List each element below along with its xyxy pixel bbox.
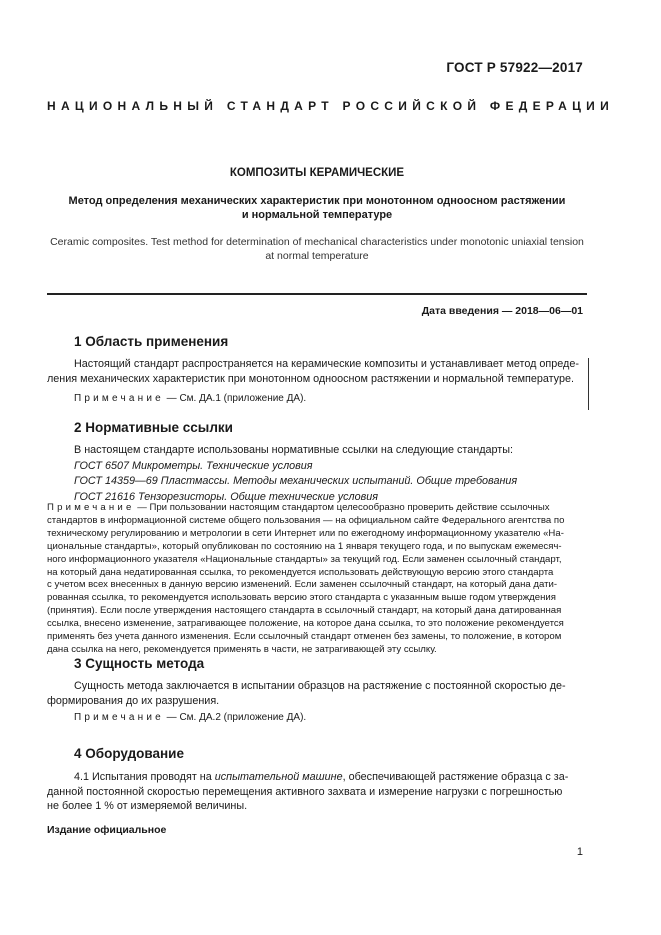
note-text: — См. ДА.1 (приложение ДА). (163, 393, 307, 404)
note-line: ного информационного указателя «Национальные стандарты» за текущий год. Если заменен ссылочный стандарт, (47, 553, 562, 565)
section-2-references (74, 443, 517, 505)
section-3-line-2: формирования до их разрушения. (47, 694, 220, 707)
reference-item: ГОСТ 21616 Тензорезисторы. Общие технические условия (74, 490, 379, 503)
section-1-line-2: ления механических характеристик при монотонном одноосном растяжении и нормальной температуре. (47, 372, 574, 385)
section-3-heading: 3 Сущность метода (74, 656, 205, 671)
change-bar (588, 358, 589, 410)
reference-item: ГОСТ 14359—69 Пластмассы. Методы механических испытаний. Общие требования (74, 475, 518, 487)
section-2-intro: В настоящем стандарте использованы нормативные ссылки на следующие стандарты: (74, 444, 513, 456)
section-4-heading: 4 Оборудование (74, 746, 184, 761)
page-number: 1 (576, 846, 583, 858)
note-line: рованная ссылка, то рекомендуется использовать версию этого стандарта с указанным выше годом утверждения (47, 592, 556, 604)
section-3-note (74, 712, 306, 723)
national-standard-banner: НАЦИОНАЛЬНЫЙ СТАНДАРТ РОССИЙСКОЙ ФЕДЕРАЦИИ (47, 99, 615, 113)
note-line: применять без учета данного изменения. Если ссылочный стандарт отменен без замены, то положение, в котором (47, 631, 562, 643)
english-title (47, 235, 587, 263)
introduction-date: Дата введения — 2018—06—01 (421, 305, 583, 317)
english-title-line-2: at normal temperature (265, 250, 369, 262)
note-line: техническому регулированию и метрологии в сети Интернет или по ежегодному информационному указателю «На- (47, 527, 564, 539)
section-2-heading: 2 Нормативные ссылки (74, 420, 233, 435)
note-line: на который дана недатированная ссылка, то рекомендуется использовать действующую версию этого стандарта (47, 566, 554, 578)
note-text: — См. ДА.2 (приложение ДА). (163, 712, 307, 723)
section-1-line-1: Настоящий стандарт распространяется на керамические композиты и устанавливает метод опреде- (74, 358, 579, 370)
section-4-line-2: данной постоянной скоростью перемещения активного захвата и измерение нагрузки с погрешностью (47, 785, 563, 798)
edition-label: Издание официальное (47, 824, 167, 836)
document-title: КОМПОЗИТЫ КЕРАМИЧЕСКИЕ (229, 167, 405, 179)
section-4-paragraph (47, 770, 583, 814)
section-3-paragraph (47, 679, 583, 708)
note-label: Примечание (74, 712, 164, 723)
note-line: Примечание — При пользовании настоящим стандартом целесообразно проверить действие ссылочных (47, 502, 550, 513)
document-subtitle (47, 194, 587, 222)
section-1-note (74, 393, 306, 404)
section-4-line-3: не более 1 % от измеряемой величины. (47, 800, 248, 812)
note-line: циональные стандарты», который опубликован по состоянию на 1 января текущего года, и по выпускам ежемесяч- (47, 540, 562, 552)
note-line: дана ссылка на него, рекомендуется применять в части, не затрагивающей эту ссылку. (47, 643, 437, 655)
note-label: Примечание (47, 502, 135, 513)
english-title-line-1: Ceramic composites. Test method for determination of mechanical characteristics under monotonic uniaxial tension (50, 236, 584, 248)
note-label: Примечание (74, 393, 164, 404)
testing-machine-term: испытательной машине (214, 771, 343, 783)
subtitle-line-1: Метод определения механических характеристик при монотонном одноосном растяжении (68, 195, 566, 207)
section-1-heading: 1 Область применения (74, 334, 229, 349)
section-2-note (47, 502, 583, 657)
note-line: ссылка, внесено изменение, затрагивающее положение, на которое дана ссылка, то это положение рекомендуется (47, 618, 564, 630)
title-divider (47, 293, 587, 295)
section-1-paragraph (47, 357, 583, 386)
section-3-line-1: Сущность метода заключается в испытании образцов на растяжение с постоянной скоростью де- (74, 680, 566, 692)
document-code: ГОСТ Р 57922—2017 (446, 60, 583, 75)
note-line: стандартов в информационной системе общего пользования — на официальном сайте Федерального агентства по (47, 514, 565, 526)
note-line: с учетом всех внесенных в данную версию изменений. Если заменен ссылочный стандарт, на который дана дати- (47, 579, 558, 591)
note-line: (принятия). Если после утверждения настоящего стандарта в ссылочный стандарт, на который дана датированная (47, 605, 562, 617)
section-4-line-1: 4.1 Испытания проводят на испытательной машине, обеспечивающей растяжение образца с за- (74, 771, 569, 783)
reference-item: ГОСТ 6507 Микрометры. Технические условия (74, 459, 313, 472)
subtitle-line-2: и нормальной температуре (241, 209, 393, 221)
